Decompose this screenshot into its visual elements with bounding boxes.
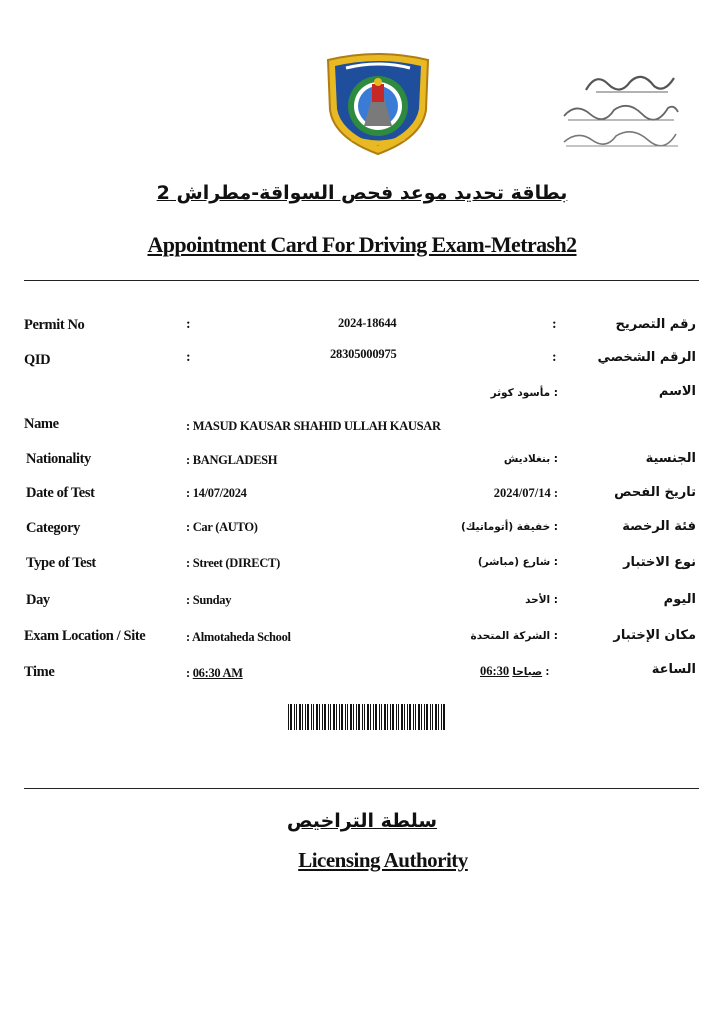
qid-value: 28305000975	[330, 347, 397, 361]
name-value: : MASUD KAUSAR SHAHID ULLAH KAUSAR	[186, 419, 441, 433]
date-label: Date of Test	[26, 485, 95, 501]
category-label-ar: فئة الرخصة	[622, 519, 696, 534]
nationality-value: : BANGLADESH	[186, 453, 278, 467]
type-label: Type of Test	[26, 555, 96, 571]
nationality-label-ar: الجنسية	[645, 451, 696, 466]
location-value: : Almotaheda School	[186, 630, 291, 644]
permit-label-ar: رقم التصريح	[615, 317, 696, 332]
permit-label: Permit No	[24, 317, 85, 333]
day-label-ar: اليوم	[663, 592, 696, 607]
time-value-ar: صباحا 06:30 :	[480, 664, 550, 678]
permit-value: 2024-18644	[338, 316, 397, 330]
nationality-label: Nationality	[26, 451, 91, 467]
day-value-ar: : الأحد	[525, 594, 558, 606]
time-label: Time	[24, 664, 55, 680]
footer-arabic: سلطة التراخيص	[286, 810, 438, 832]
nationality-value-ar: : بنغلاديش	[503, 453, 558, 465]
time-value: : 06:30 AM	[186, 666, 243, 680]
bottom-divider	[24, 788, 699, 789]
name-label-ar: الاسم	[658, 384, 696, 399]
permit-colon-ar: :	[552, 317, 557, 332]
date-value: : 14/07/2024	[186, 486, 247, 500]
qid-colon: :	[186, 350, 191, 365]
traffic-emblem-logo	[322, 52, 434, 158]
qid-label: QID	[24, 352, 51, 368]
day-value: : Sunday	[186, 593, 232, 607]
top-divider	[24, 280, 699, 281]
name-label: Name	[24, 416, 59, 432]
day-label: Day	[26, 592, 50, 608]
location-value-ar: : الشركة المتحدة	[470, 630, 558, 642]
type-value-ar: : شارع (مباشر)	[477, 556, 558, 568]
permit-colon: :	[186, 317, 191, 332]
category-label: Category	[26, 520, 80, 536]
location-label: Exam Location / Site	[24, 628, 146, 644]
time-label-ar: الساعة	[651, 662, 696, 677]
footer-english: Licensing Authority	[298, 848, 468, 872]
date-value-ar: 2024/07/14 :	[493, 486, 558, 500]
location-label-ar: مكان الإختبار	[613, 628, 696, 643]
title-arabic: بطاقة تحديد موعد فحص السواقة-مطراش 2	[156, 182, 568, 204]
category-value-ar: : خفيفة (أتوماتيك)	[460, 521, 558, 533]
barcode-icon	[288, 704, 448, 730]
ministry-of-interior-logo	[556, 64, 684, 152]
type-value: : Street (DIRECT)	[186, 556, 280, 570]
type-label-ar: نوع الاختبار	[623, 555, 696, 570]
title-english: Appointment Card For Driving Exam-Metrash2	[147, 232, 577, 257]
name-value-ar: : مأسود كوثر	[490, 387, 558, 399]
date-label-ar: تاريخ الفحص	[614, 485, 696, 500]
category-value: : Car (AUTO)	[186, 520, 258, 534]
qid-colon-ar: :	[552, 350, 557, 365]
qid-label-ar: الرقم الشخصي	[597, 350, 696, 365]
